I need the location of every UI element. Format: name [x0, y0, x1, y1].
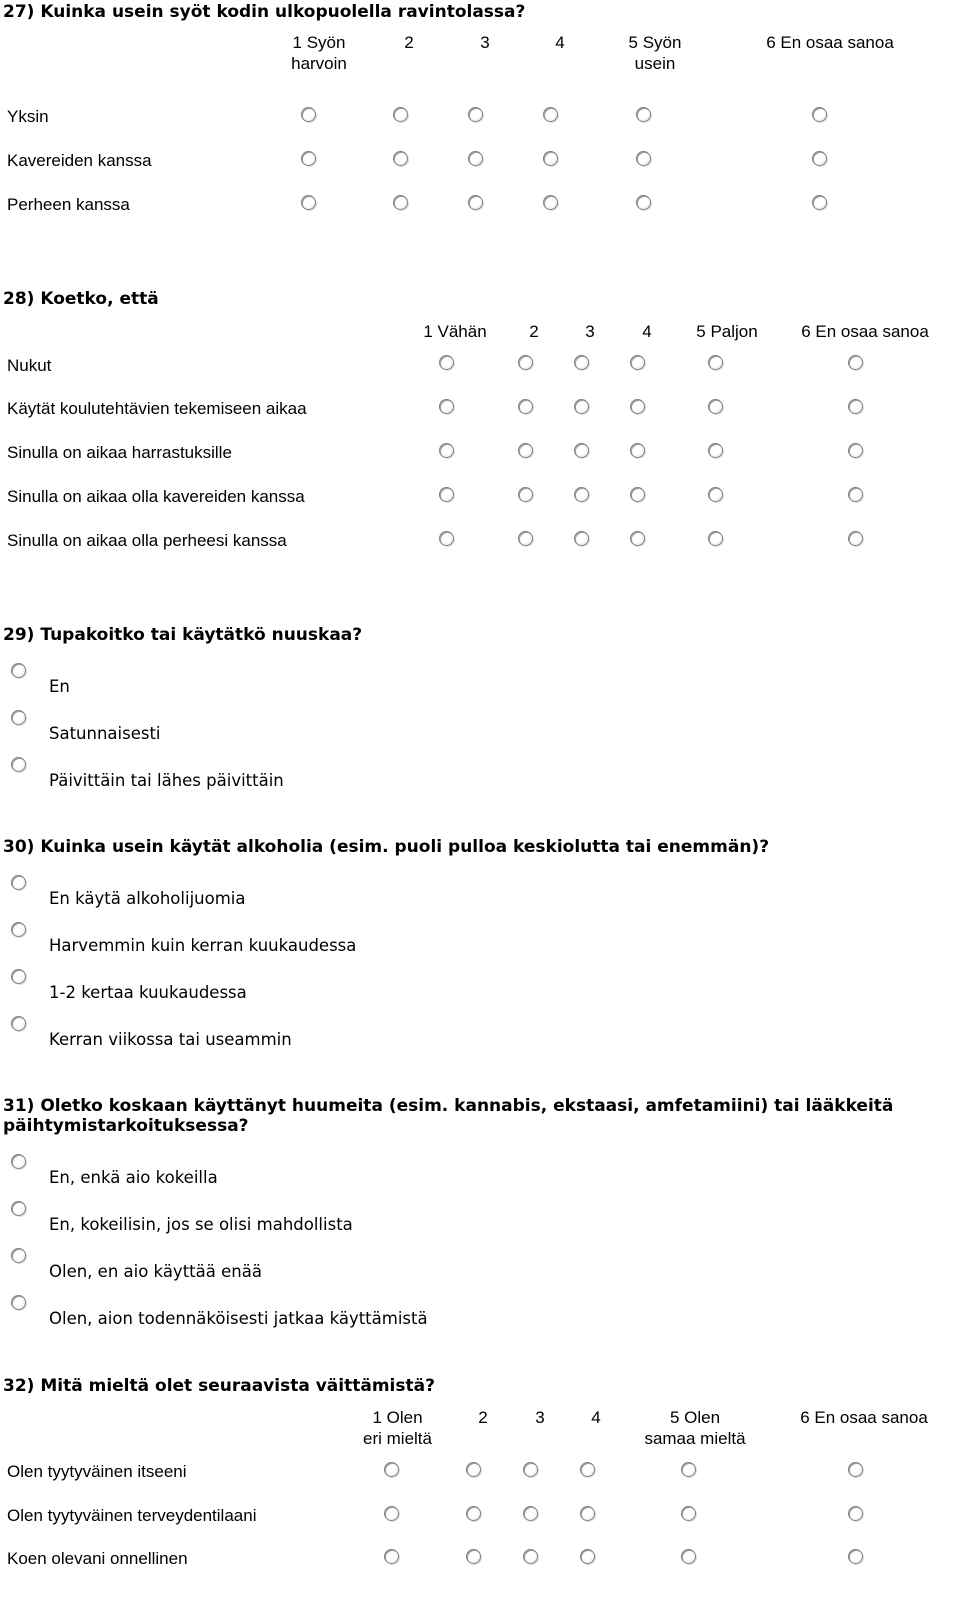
- q27-radio-row1-col1[interactable]: [301, 107, 316, 122]
- q27-col-5: 5 Syön usein: [628, 33, 682, 73]
- q31-option-label: En, kokeilisin, jos se olisi mahdollista: [49, 1215, 353, 1234]
- q30-option-label: Kerran viikossa tai useammin: [49, 1030, 292, 1049]
- q28-radio-row3-col2[interactable]: [518, 443, 533, 458]
- q27-radio-row2-col6[interactable]: [812, 151, 827, 166]
- q32-radio-row1-col6[interactable]: [848, 1462, 863, 1477]
- q27-radio-row1-col2[interactable]: [393, 107, 408, 122]
- question-32-title: 32) Mitä mieltä olet seuraavista väittämistä?: [3, 1376, 435, 1396]
- q27-radio-row2-col3[interactable]: [468, 151, 483, 166]
- q32-radio-row3-col6[interactable]: [848, 1549, 863, 1564]
- q28-row-label: Käytät koulutehtävien tekemiseen aikaa: [7, 399, 307, 418]
- q31-option-radio[interactable]: [11, 1154, 26, 1169]
- q28-radio-row5-col3[interactable]: [574, 531, 589, 546]
- q31-option-label: Olen, en aio käyttää enää: [49, 1262, 262, 1281]
- q28-radio-row1-col4[interactable]: [630, 355, 645, 370]
- q28-radio-row1-col6[interactable]: [848, 355, 863, 370]
- q27-col-4: 4: [555, 33, 565, 52]
- q28-radio-row1-col1[interactable]: [439, 355, 454, 370]
- q27-radio-row2-col5[interactable]: [636, 151, 651, 166]
- q27-radio-row1-col3[interactable]: [468, 107, 483, 122]
- q27-col-3: 3: [480, 33, 490, 52]
- q32-radio-row2-col2[interactable]: [466, 1506, 481, 1521]
- q27-row-label: Kavereiden kanssa: [7, 151, 152, 170]
- q32-radio-row3-col4[interactable]: [580, 1549, 595, 1564]
- q27-col-1: 1 Syön harvoin: [291, 33, 347, 73]
- q28-radio-row1-col5[interactable]: [708, 355, 723, 370]
- q28-col-2: 2: [529, 322, 539, 341]
- q27-radio-row1-col4[interactable]: [543, 107, 558, 122]
- q27-radio-row2-col2[interactable]: [393, 151, 408, 166]
- q30-option-label: Harvemmin kuin kerran kuukaudessa: [49, 936, 357, 955]
- q27-radio-row2-col4[interactable]: [543, 151, 558, 166]
- q32-radio-row2-col5[interactable]: [681, 1506, 696, 1521]
- q28-row-label: Sinulla on aikaa harrastuksille: [7, 443, 232, 462]
- q27-row-label: Perheen kanssa: [7, 195, 130, 214]
- q28-radio-row2-col4[interactable]: [630, 399, 645, 414]
- q30-option-radio[interactable]: [11, 969, 26, 984]
- q32-radio-row2-col4[interactable]: [580, 1506, 595, 1521]
- question-27-title: 27) Kuinka usein syöt kodin ulkopuolella ravintolassa?: [3, 2, 526, 22]
- q27-col-2: 2: [404, 33, 414, 52]
- q28-radio-row5-col2[interactable]: [518, 531, 533, 546]
- q28-radio-row2-col2[interactable]: [518, 399, 533, 414]
- q32-radio-row2-col3[interactable]: [523, 1506, 538, 1521]
- q28-radio-row3-col1[interactable]: [439, 443, 454, 458]
- q32-radio-row3-col2[interactable]: [466, 1549, 481, 1564]
- q27-radio-row3-col2[interactable]: [393, 195, 408, 210]
- q28-radio-row2-col3[interactable]: [574, 399, 589, 414]
- q31-option-label: Olen, aion todennäköisesti jatkaa käyttämistä: [49, 1309, 428, 1328]
- q32-radio-row3-col3[interactable]: [523, 1549, 538, 1564]
- q32-radio-row1-col1[interactable]: [384, 1462, 399, 1477]
- q32-row-label: Olen tyytyväinen itseeni: [7, 1462, 187, 1481]
- q30-option-radio[interactable]: [11, 875, 26, 890]
- q28-radio-row5-col4[interactable]: [630, 531, 645, 546]
- q31-option-label: En, enkä aio kokeilla: [49, 1168, 218, 1187]
- q28-radio-row5-col5[interactable]: [708, 531, 723, 546]
- q30-option-radio[interactable]: [11, 1016, 26, 1031]
- q32-radio-row2-col1[interactable]: [384, 1506, 399, 1521]
- q28-radio-row4-col2[interactable]: [518, 487, 533, 502]
- q28-radio-row4-col4[interactable]: [630, 487, 645, 502]
- q31-option-radio[interactable]: [11, 1295, 26, 1310]
- q27-radio-row3-col1[interactable]: [301, 195, 316, 210]
- q27-radio-row3-col3[interactable]: [468, 195, 483, 210]
- q31-option-radio[interactable]: [11, 1201, 26, 1216]
- q27-radio-row3-col4[interactable]: [543, 195, 558, 210]
- q32-row-label: Koen olevani onnellinen: [7, 1549, 188, 1568]
- q27-radio-row3-col5[interactable]: [636, 195, 651, 210]
- q28-radio-row3-col6[interactable]: [848, 443, 863, 458]
- q28-radio-row4-col1[interactable]: [439, 487, 454, 502]
- q27-col-6: 6 En osaa sanoa: [766, 33, 894, 52]
- q27-radio-row3-col6[interactable]: [812, 195, 827, 210]
- q29-option-label: Satunnaisesti: [49, 724, 161, 743]
- q28-radio-row5-col1[interactable]: [439, 531, 454, 546]
- q28-radio-row2-col1[interactable]: [439, 399, 454, 414]
- question-28-title: 28) Koetko, että: [3, 289, 159, 309]
- q30-option-label: 1-2 kertaa kuukaudessa: [49, 983, 247, 1002]
- q32-radio-row1-col3[interactable]: [523, 1462, 538, 1477]
- q27-radio-row1-col6[interactable]: [812, 107, 827, 122]
- q28-row-label: Nukut: [7, 356, 52, 375]
- q29-option-label: Päivittäin tai lähes päivittäin: [49, 771, 284, 790]
- q28-col-6: 6 En osaa sanoa: [801, 322, 929, 341]
- q28-col-5: 5 Paljon: [696, 322, 758, 341]
- q27-radio-row2-col1[interactable]: [301, 151, 316, 166]
- q27-radio-row1-col5[interactable]: [636, 107, 651, 122]
- q28-col-4: 4: [642, 322, 652, 341]
- q29-option-label: En: [49, 677, 70, 696]
- question-29-title: 29) Tupakoitko tai käytätkö nuuskaa?: [3, 625, 363, 645]
- q32-radio-row1-col5[interactable]: [681, 1462, 696, 1477]
- q28-radio-row4-col5[interactable]: [708, 487, 723, 502]
- q32-col-1: 1 Olen eri mieltä: [363, 1408, 432, 1448]
- q28-radio-row3-col4[interactable]: [630, 443, 645, 458]
- q30-option-radio[interactable]: [11, 922, 26, 937]
- q32-col-6: 6 En osaa sanoa: [800, 1408, 928, 1427]
- question-31-title: 31) Oletko koskaan käyttänyt huumeita (esim. kannabis, ekstaasi, amfetamiini) tai lääkkeitä päihtymistarkoituksessa?: [3, 1096, 894, 1136]
- q28-radio-row2-col5[interactable]: [708, 399, 723, 414]
- q32-radio-row1-col2[interactable]: [466, 1462, 481, 1477]
- q32-radio-row3-col1[interactable]: [384, 1549, 399, 1564]
- q28-col-1: 1 Vähän: [423, 322, 487, 341]
- q28-radio-row5-col6[interactable]: [848, 531, 863, 546]
- q32-col-5: 5 Olen samaa mieltä: [644, 1408, 746, 1448]
- q28-radio-row4-col6[interactable]: [848, 487, 863, 502]
- q28-row-label: Sinulla on aikaa olla kavereiden kanssa: [7, 487, 305, 506]
- q29-option-radio[interactable]: [11, 710, 26, 725]
- q28-radio-row4-col3[interactable]: [574, 487, 589, 502]
- q29-option-radio[interactable]: [11, 663, 26, 678]
- q32-radio-row2-col6[interactable]: [848, 1506, 863, 1521]
- q32-radio-row3-col5[interactable]: [681, 1549, 696, 1564]
- q32-radio-row1-col4[interactable]: [580, 1462, 595, 1477]
- q32-row-label: Olen tyytyväinen terveydentilaani: [7, 1506, 257, 1525]
- q32-col-3: 3: [535, 1408, 545, 1427]
- q31-option-radio[interactable]: [11, 1248, 26, 1263]
- q28-radio-row3-col5[interactable]: [708, 443, 723, 458]
- q29-option-radio[interactable]: [11, 757, 26, 772]
- q28-col-3: 3: [585, 322, 595, 341]
- q28-radio-row1-col3[interactable]: [574, 355, 589, 370]
- question-30-title: 30) Kuinka usein käytät alkoholia (esim. puoli pulloa keskiolutta tai enemmän)?: [3, 837, 770, 857]
- q30-option-label: En käytä alkoholijuomia: [49, 889, 246, 908]
- q27-row-label: Yksin: [7, 107, 49, 126]
- q28-radio-row1-col2[interactable]: [518, 355, 533, 370]
- q32-col-4: 4: [591, 1408, 601, 1427]
- q28-row-label: Sinulla on aikaa olla perheesi kanssa: [7, 531, 287, 550]
- q32-col-2: 2: [478, 1408, 488, 1427]
- q28-radio-row3-col3[interactable]: [574, 443, 589, 458]
- q28-radio-row2-col6[interactable]: [848, 399, 863, 414]
